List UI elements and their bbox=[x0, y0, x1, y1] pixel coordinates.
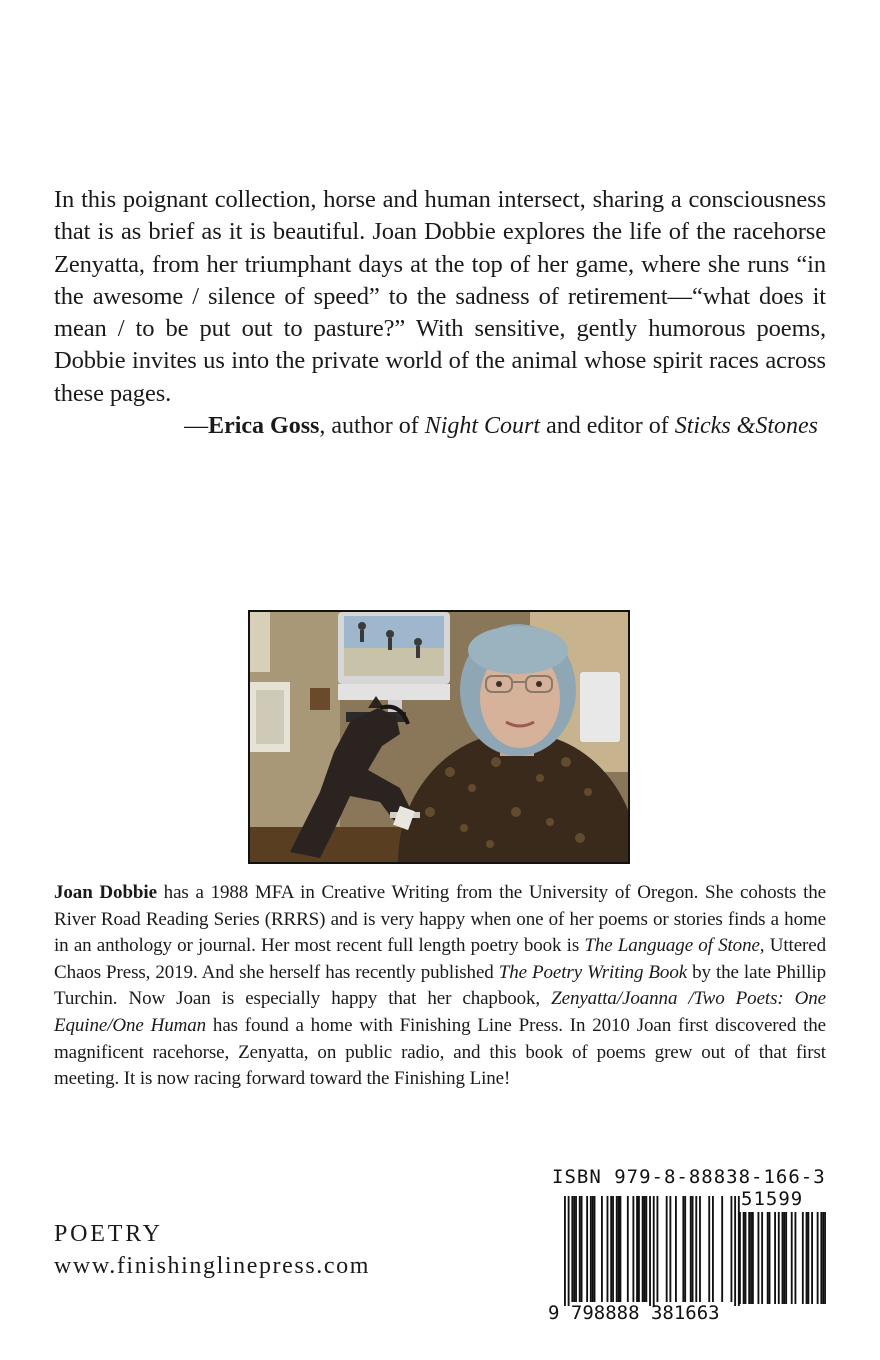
isbn-barcode bbox=[546, 1166, 826, 1328]
addon-bar bbox=[758, 1212, 760, 1304]
addon-bar bbox=[795, 1212, 797, 1304]
barcode-bar bbox=[590, 1196, 592, 1302]
barcode-bar bbox=[638, 1196, 640, 1302]
attribution-connector: and editor of bbox=[540, 413, 675, 439]
barcode-bar bbox=[731, 1196, 733, 1302]
barcode-bar bbox=[571, 1196, 573, 1302]
barcode-bar bbox=[610, 1196, 612, 1302]
addon-bar bbox=[750, 1212, 752, 1304]
barcode-bar bbox=[734, 1196, 736, 1306]
bio-text-1: has a 1988 MFA in Creative Writing from the University of Oregon. She cohosts the River Road Reading Series (RRRS) and is very happy when one of her poems or stories finds a home in an anthology or journal. Her most recent full length poetry book is bbox=[54, 882, 826, 957]
bio-book-2: The Poetry Writing Book bbox=[498, 961, 688, 983]
addon-bar bbox=[767, 1212, 769, 1304]
barcode-bar bbox=[573, 1196, 575, 1302]
addon-bar bbox=[791, 1212, 793, 1304]
addon-bar bbox=[769, 1212, 771, 1304]
bio-text-2: Uttered Chaos Press, 2019. And she herself has recently published bbox=[54, 935, 826, 983]
barcode-bar bbox=[607, 1196, 609, 1302]
barcode-bar bbox=[592, 1196, 594, 1302]
barcode-bar bbox=[675, 1196, 677, 1302]
addon-bar bbox=[785, 1212, 787, 1304]
price-code: 51599 bbox=[741, 1188, 804, 1210]
barcode-bar bbox=[712, 1196, 714, 1302]
barcode-bar bbox=[699, 1196, 701, 1302]
barcode-bar bbox=[618, 1196, 620, 1302]
addon-bar bbox=[811, 1212, 813, 1304]
author-photo bbox=[248, 610, 630, 864]
barcode-bar bbox=[586, 1196, 588, 1302]
barcode-bar bbox=[657, 1196, 659, 1302]
barcode-bar bbox=[564, 1196, 566, 1306]
attribution-dash: — bbox=[184, 413, 209, 439]
addon-bar bbox=[822, 1212, 824, 1304]
barcode-graphic bbox=[546, 1166, 826, 1306]
ean-digits: 9 798888 381663 bbox=[548, 1302, 720, 1324]
barcode-bar bbox=[612, 1196, 614, 1302]
bio-author-name: Joan Dobbie bbox=[54, 882, 157, 903]
bio-text-3: by the late Phillip Turchin. Now Joan is especially happy that her chapbook, bbox=[54, 961, 826, 1010]
barcode-bar bbox=[627, 1196, 629, 1302]
barcode-bar bbox=[692, 1196, 694, 1302]
addon-bar bbox=[748, 1212, 750, 1304]
barcode-bar bbox=[579, 1196, 581, 1302]
blurb-attribution bbox=[54, 410, 818, 442]
barcode-bar bbox=[682, 1196, 684, 1302]
addon-bar bbox=[807, 1212, 809, 1304]
barcode-bar bbox=[645, 1196, 647, 1302]
barcode-bar bbox=[695, 1196, 697, 1302]
addon-bar bbox=[743, 1212, 745, 1304]
genre-label: POETRY bbox=[54, 1221, 163, 1247]
addon-bar bbox=[782, 1212, 784, 1304]
barcode-bar bbox=[568, 1196, 570, 1306]
barcode-bar bbox=[684, 1196, 686, 1302]
addon-bar bbox=[752, 1212, 754, 1304]
bio-text-4: has found a home with Finishing Line Press. In 2010 Joan first discovered the magnificent racehorse, Zenyatta, on public radio, and this book of poems grew out of that first meeting. It is now racing forward toward the Finishing Line! bbox=[54, 1014, 827, 1090]
addon-bar bbox=[739, 1212, 741, 1304]
attribution-book-2: Sticks &Stones bbox=[674, 413, 818, 439]
barcode-bar bbox=[644, 1196, 646, 1302]
barcode-bar bbox=[594, 1196, 596, 1302]
isbn-label: ISBN 979-8-88838-166-3 bbox=[552, 1166, 826, 1188]
bio-book-3: Zenyatta/Joanna /Two Poets: One Equine/One Human bbox=[54, 988, 827, 1036]
addon-bar bbox=[817, 1212, 819, 1304]
barcode-bar bbox=[581, 1196, 583, 1302]
barcode-bar bbox=[616, 1196, 618, 1302]
addon-bar bbox=[820, 1212, 822, 1304]
attribution-middle: , author of bbox=[319, 413, 425, 439]
barcode-bar bbox=[636, 1196, 638, 1302]
barcode-bar bbox=[666, 1196, 668, 1302]
author-bio bbox=[54, 880, 826, 1093]
barcode-bar bbox=[620, 1196, 622, 1302]
attribution-author: Erica Goss bbox=[208, 413, 320, 439]
barcode-bar bbox=[601, 1196, 603, 1302]
author-photo-illustration bbox=[250, 612, 628, 862]
addon-bar bbox=[745, 1212, 747, 1304]
barcode-bar bbox=[721, 1196, 723, 1302]
addon-bar bbox=[761, 1212, 763, 1304]
publisher-website: www.finishinglinepress.com bbox=[54, 1253, 371, 1279]
barcode-bar bbox=[653, 1196, 655, 1306]
barcode-bar bbox=[575, 1196, 577, 1302]
barcode-bar bbox=[690, 1196, 692, 1302]
addon-bar bbox=[783, 1212, 785, 1304]
attribution-book-1: Night Court bbox=[424, 413, 541, 439]
barcode-bar bbox=[632, 1196, 634, 1302]
addon-bar bbox=[778, 1212, 780, 1304]
barcode-bar bbox=[708, 1196, 710, 1302]
addon-bar bbox=[806, 1212, 808, 1304]
publisher-footer bbox=[54, 1218, 370, 1282]
barcode-bar bbox=[649, 1196, 651, 1306]
bio-book-1: The Language of Stone, bbox=[584, 935, 765, 957]
addon-bar bbox=[824, 1212, 826, 1304]
barcode-bar bbox=[669, 1196, 671, 1302]
barcode-bar bbox=[642, 1196, 644, 1302]
addon-bar bbox=[802, 1212, 804, 1304]
back-cover-blurb: In this poignant collection, horse and human intersect, sharing a consciousness that is as brief as it is beautiful. Joan Dobbie explores the life of the racehorse Zenyatta, from her triumphant days at the top of her game, where she runs “in the awesome / silence of speed” to the sadness of retirement—“what does it mean / to be put out to pasture?” With sensitive, gently humorous poems, Dobbie invites us into the private world of the animal whose spirit races across these pages. bbox=[54, 186, 826, 407]
addon-bar bbox=[774, 1212, 776, 1304]
